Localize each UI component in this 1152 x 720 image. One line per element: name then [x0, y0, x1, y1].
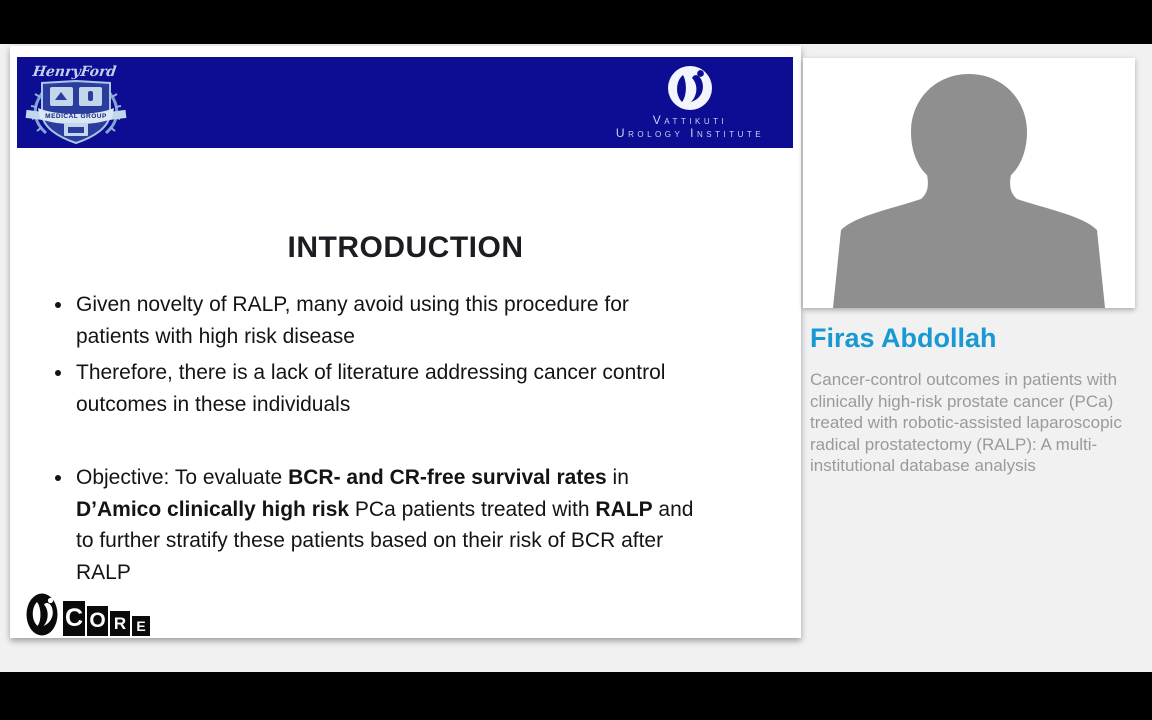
slide-title: INTRODUCTION [287, 231, 524, 264]
bullet-list [48, 289, 778, 593]
presentation-slide [10, 46, 801, 638]
core-letter-block: C [63, 601, 85, 636]
bullet-item [48, 462, 778, 588]
core-logo-icon [26, 593, 60, 636]
bullet-item [48, 357, 778, 420]
bullet-line [76, 389, 778, 421]
henry-ford-medical-group-logo [22, 61, 130, 145]
bullet-text-segment: outcomes in these individuals [76, 392, 351, 416]
core-letter-block: R [110, 611, 130, 636]
vattikuti-urology-institute-logo [595, 65, 785, 140]
letterbox-bottom [0, 672, 1152, 720]
bullet-text-segment: PCa patients treated with [349, 497, 596, 521]
bullet-text-segment: to further stratify these patients based on their risk of BCR after [76, 529, 664, 552]
slide-header-banner [17, 57, 793, 148]
bullet-dot [55, 302, 61, 308]
bullet-text-segment: RALP [76, 560, 131, 584]
core-letter-blocks [63, 601, 152, 636]
bullet-text-segment: D’Amico clinically high risk [76, 497, 350, 521]
bullet-item [48, 289, 778, 352]
speaker-name: Firas Abdollah [810, 323, 997, 353]
speaker-avatar [803, 58, 1135, 308]
bullet-line [76, 557, 778, 589]
letterbox-top [0, 0, 1152, 44]
bullet-text-segment: and [652, 497, 694, 521]
person-silhouette-icon [803, 58, 1135, 308]
vui-logo-icon [667, 65, 713, 111]
bullet-dot [55, 370, 61, 376]
bullet-line [76, 525, 778, 557]
core-logo [26, 593, 152, 636]
core-letter-block: O [87, 606, 108, 636]
bullet-text-segment: Objective: To evaluate [76, 466, 289, 489]
bullet-text-segment: Given novelty of RALP, many avoid using this procedure for [76, 293, 629, 316]
bullet-line [76, 289, 778, 321]
bullet-line [76, 321, 778, 353]
bullet-text-segment: BCR- and CR-free survival rates [288, 466, 607, 489]
bullet-text-segment: patients with high risk disease [76, 324, 355, 348]
bullet-text-segment: in [606, 466, 629, 489]
core-letter-block: E [132, 616, 150, 636]
bullet-line [76, 462, 778, 494]
hf-script-text: HenryFord [31, 64, 118, 80]
bullet-text-segment: Therefore, there is a lack of literature addressing cancer control [76, 361, 666, 384]
bullet-dot [55, 475, 61, 481]
talk-title: Cancer-control outcomes in patients with clinically high-risk prostate cancer (PCa) treated with robotic-assisted laparoscopic radical prostatectomy (RALP): A multi-institutional database analysis [810, 370, 1122, 475]
hf-banner-text: MEDICAL GROUP [45, 113, 107, 120]
bullet-line [76, 494, 778, 526]
bullet-text-segment: RALP [595, 497, 653, 521]
bullet-line [76, 357, 778, 389]
vui-name-line2: Urology Institute [615, 126, 765, 140]
vui-name-line1: Vattikuti [652, 113, 728, 127]
